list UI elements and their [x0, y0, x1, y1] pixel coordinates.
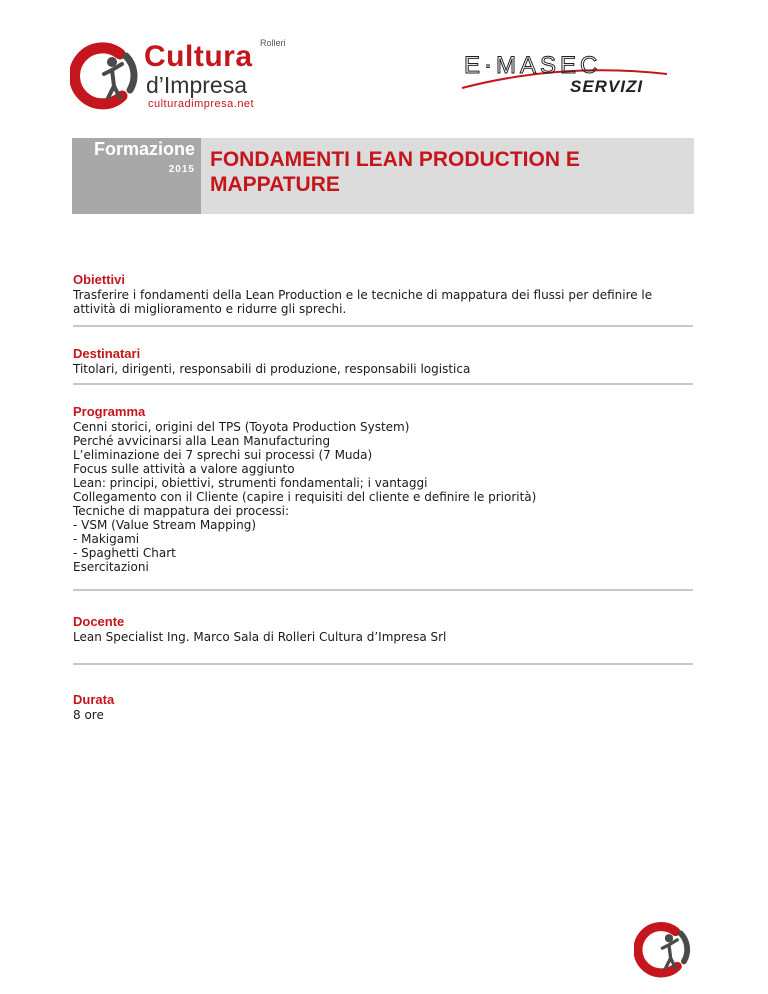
section-body: [73, 630, 695, 644]
banner-year: 2015: [168, 164, 195, 175]
section-obiettivi: [73, 271, 695, 316]
emasec-servizi-logo-icon: [452, 48, 674, 98]
divider: [73, 383, 693, 385]
banner-label: Formazione: [93, 139, 195, 159]
cultura-impresa-logo-mark-icon: [70, 40, 142, 110]
body-line: 8 ore: [73, 708, 104, 722]
section-body: [73, 708, 695, 722]
body-line: L’eliminazione dei 7 sprechi sui processi (7 Muda): [73, 448, 373, 462]
body-line: Focus sulle attività a valore aggiunto: [73, 462, 295, 476]
body-line: Collegamento con il Cliente (capire i requisiti del cliente e definire le priorità): [73, 490, 537, 504]
banner-title-box: [201, 138, 694, 214]
divider: [73, 325, 693, 327]
divider: [73, 663, 693, 665]
section-body: [73, 362, 695, 376]
brand-line2-text: d’Impresa: [146, 72, 247, 98]
brand-small-text: Rolleri: [260, 38, 286, 48]
section-programma: [73, 403, 695, 574]
section-docente: [73, 613, 695, 644]
body-line: - Makigami: [73, 532, 140, 546]
cultura-impresa-logo: [70, 36, 286, 112]
course-title: FONDAMENTI LEAN PRODUCTION E MAPPATURE: [210, 148, 580, 196]
body-line: - VSM (Value Stream Mapping): [73, 518, 256, 532]
section-heading: Durata: [73, 692, 115, 707]
body-line: - Spaghetti Chart: [73, 546, 176, 560]
emasec-text: E·MASEC: [464, 52, 602, 79]
section-destinatari: [73, 345, 695, 376]
website-text: culturadimpresa.net: [148, 98, 255, 110]
section-body: [73, 288, 695, 316]
servizi-text: SERVIZI: [570, 77, 644, 96]
section-heading: Docente: [73, 614, 125, 629]
section-heading: Obiettivi: [73, 272, 126, 287]
section-durata: [73, 691, 695, 722]
section-heading: Programma: [73, 404, 146, 419]
body-line: Perché avvicinarsi alla Lean Manufacturing: [73, 434, 331, 448]
banner-label-box: [72, 138, 201, 214]
brand-line1-text: Cultura: [144, 40, 253, 73]
divider: [73, 589, 693, 591]
body-line: Lean: principi, obiettivi, strumenti fondamentali; i vantaggi: [73, 476, 428, 490]
body-line: Esercitazioni: [73, 560, 149, 574]
footer-logo-mark-icon: [634, 920, 694, 978]
body-line: Cenni storici, origini del TPS (Toyota Production System): [73, 420, 410, 434]
section-heading: Destinatari: [73, 346, 141, 361]
body-line: Tecniche di mappatura dei processi:: [73, 504, 290, 518]
section-body: [73, 420, 695, 574]
body-line: Trasferire i fondamenti della Lean Production e le tecniche di mappatura dei flussi per definire le: [73, 288, 653, 302]
body-line: attività di miglioramento e ridurre gli sprechi.: [73, 302, 347, 316]
emasec-servizi-logo: [452, 48, 674, 98]
body-line: Lean Specialist Ing. Marco Sala di Rolleri Cultura d’Impresa Srl: [73, 630, 447, 644]
body-line: Titolari, dirigenti, responsabili di produzione, responsabili logistica: [73, 362, 471, 376]
